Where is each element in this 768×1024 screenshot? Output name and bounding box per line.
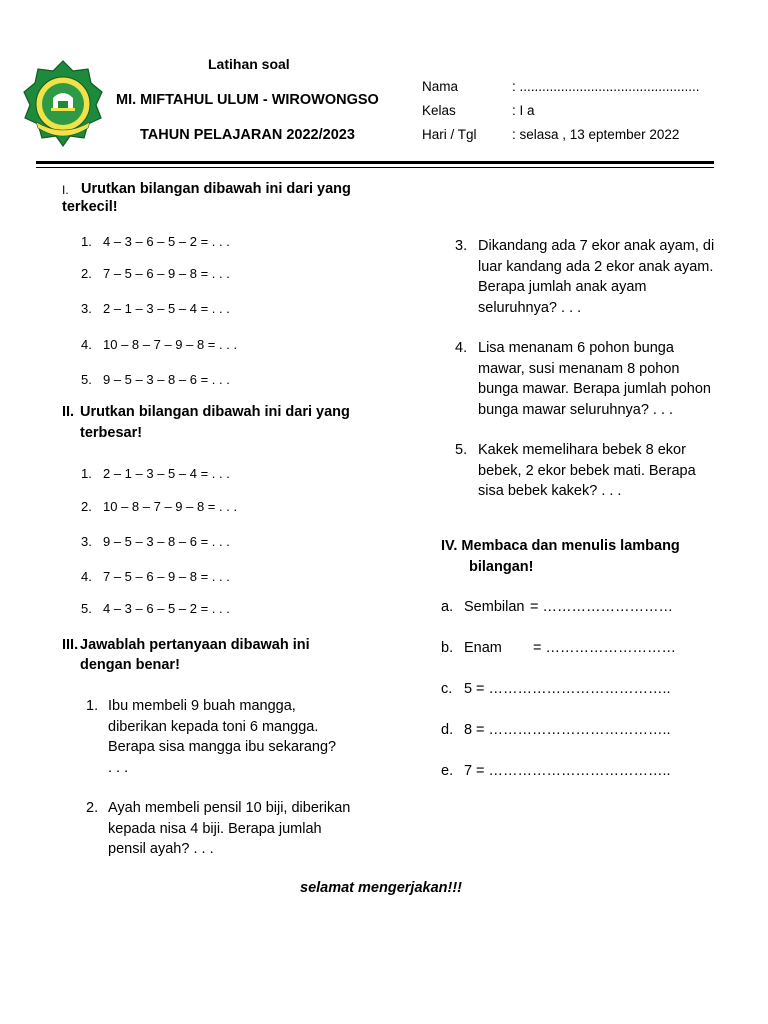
question-line: Berapa sisa mangga ibu sekarang? [108,739,337,756]
section-2-item-number: 1. [81,466,92,481]
question-text [478,338,748,420]
question-line: kepada nisa 4 biji. Berapa jumlah [108,820,322,837]
section-2-item: 2 – 1 – 3 – 5 – 4 = . . . [103,466,230,481]
question-number: 3. [455,238,468,254]
section-1-item-number: 1. [81,234,92,249]
section-4-title-line1: IV. Membaca dan menulis lambang [441,538,680,554]
section-2-item-number: 2. [81,499,92,514]
section-1-title-line2: terkecil! [62,199,118,215]
answer-label: Enam [464,640,502,656]
question-number: 2. [86,800,99,816]
section-2-title-line2: terbesar! [80,425,143,441]
class-value: : I a [512,103,535,118]
question-text [108,696,368,778]
section-2-item: 10 – 8 – 7 – 9 – 8 = . . . [103,499,238,514]
question-line: Ibu membeli 9 buah mangga, [108,698,296,714]
name-value: : ................................................ [512,79,700,94]
question-text [108,798,378,860]
section-1-item-number: 2. [81,266,92,281]
question-line: luar kandang ada 2 ekor anak ayam. [478,258,714,275]
question-line: sisa bebek kakek? . . . [478,483,622,500]
question-line: bebek, 2 ekor bebek mati. Berapa [478,462,696,479]
answer-blank: = ……………………… [530,599,673,615]
section-1-item: 10 – 8 – 7 – 9 – 8 = . . . [103,337,238,352]
section-1-number: I. [62,183,69,197]
section-1-item: 2 – 1 – 3 – 5 – 4 = . . . [103,301,230,316]
section-3-title-line2: dengan benar! [80,657,180,673]
question-line: . . . [108,759,129,776]
section-2-item-number: 4. [81,569,92,584]
section-4-title-line2: bilangan! [469,559,534,575]
section-3-title-line1: Jawablah pertanyaan dibawah ini [80,637,310,653]
section-1-item-number: 5. [81,372,92,387]
section-2-item-number: 3. [81,534,92,549]
worksheet-title: Latihan soal [208,56,290,72]
question-line: mawar, susi menanam 8 pohon [478,360,680,377]
question-number: 5. [455,442,468,458]
question-line: seluruhnya? . . . [478,299,582,316]
question-number: 4. [455,340,468,356]
answer-blank: = ……………………………….. [476,681,671,697]
answer-letter: a. [441,599,454,615]
section-1-item: 7 – 5 – 6 – 9 – 8 = . . . [103,266,230,281]
question-line: Ayah membeli pensil 10 biji, diberikan [108,800,351,816]
section-1-item: 4 – 3 – 6 – 5 – 2 = . . . [103,234,230,249]
school-logo [22,58,104,148]
answer-blank: = ……………………… [533,640,676,656]
answer-letter: b. [441,640,454,656]
header-rule-top [36,161,714,164]
question-text [478,440,748,502]
section-1-title-line1: Urutkan bilangan dibawah ini dari yang [81,181,351,197]
section-2-number: II. [62,404,75,420]
date-value: : selasa , 13 eptember 2022 [512,127,680,142]
answer-label: 5 [464,681,473,697]
answer-label: Sembilan [464,599,525,615]
question-line: pensil ayah? . . . [108,841,214,858]
section-2-item: 9 – 5 – 3 – 8 – 6 = . . . [103,534,230,549]
question-line: bunga mawar. Berapa jumlah pohon [478,381,711,398]
answer-letter: d. [441,722,454,738]
answer-blank: = ……………………………….. [476,763,671,779]
question-line: Kakek memelihara bebek 8 ekor [478,442,686,458]
section-2-item: 7 – 5 – 6 – 9 – 8 = . . . [103,569,230,584]
school-name: MI. MIFTAHUL ULUM - WIROWONGSO [116,92,379,108]
header-rule-bottom [36,167,714,168]
answer-letter: e. [441,763,454,779]
section-1-item: 9 – 5 – 3 – 8 – 6 = . . . [103,372,230,387]
section-2-item: 4 – 3 – 6 – 5 – 2 = . . . [103,601,230,616]
section-1-item-number: 3. [81,301,92,316]
answer-label: 8 [464,722,473,738]
question-line: Lisa menanam 6 pohon bunga [478,340,674,356]
name-label: Nama [422,79,459,94]
class-label: Kelas [422,103,456,118]
question-line: diberikan kepada toni 6 mangga. [108,718,319,735]
answer-blank: = ……………………………….. [476,722,671,738]
section-1-item-number: 4. [81,337,92,352]
question-line: Berapa jumlah anak ayam [478,279,647,296]
section-2-title-line1: Urutkan bilangan dibawah ini dari yang [80,404,350,420]
question-number: 1. [86,698,99,714]
date-label: Hari / Tgl [422,127,477,142]
section-2-item-number: 5. [81,601,92,616]
closing-message: selamat mengerjakan!!! [300,880,462,896]
academic-year: TAHUN PELAJARAN 2022/2023 [140,127,355,143]
question-line: bunga mawar seluruhnya? . . . [478,401,674,418]
question-text [478,236,748,318]
section-3-number: III. [62,637,79,653]
answer-letter: c. [441,681,453,697]
question-line: Dikandang ada 7 ekor anak ayam, di [478,238,715,254]
answer-label: 7 [464,763,473,779]
